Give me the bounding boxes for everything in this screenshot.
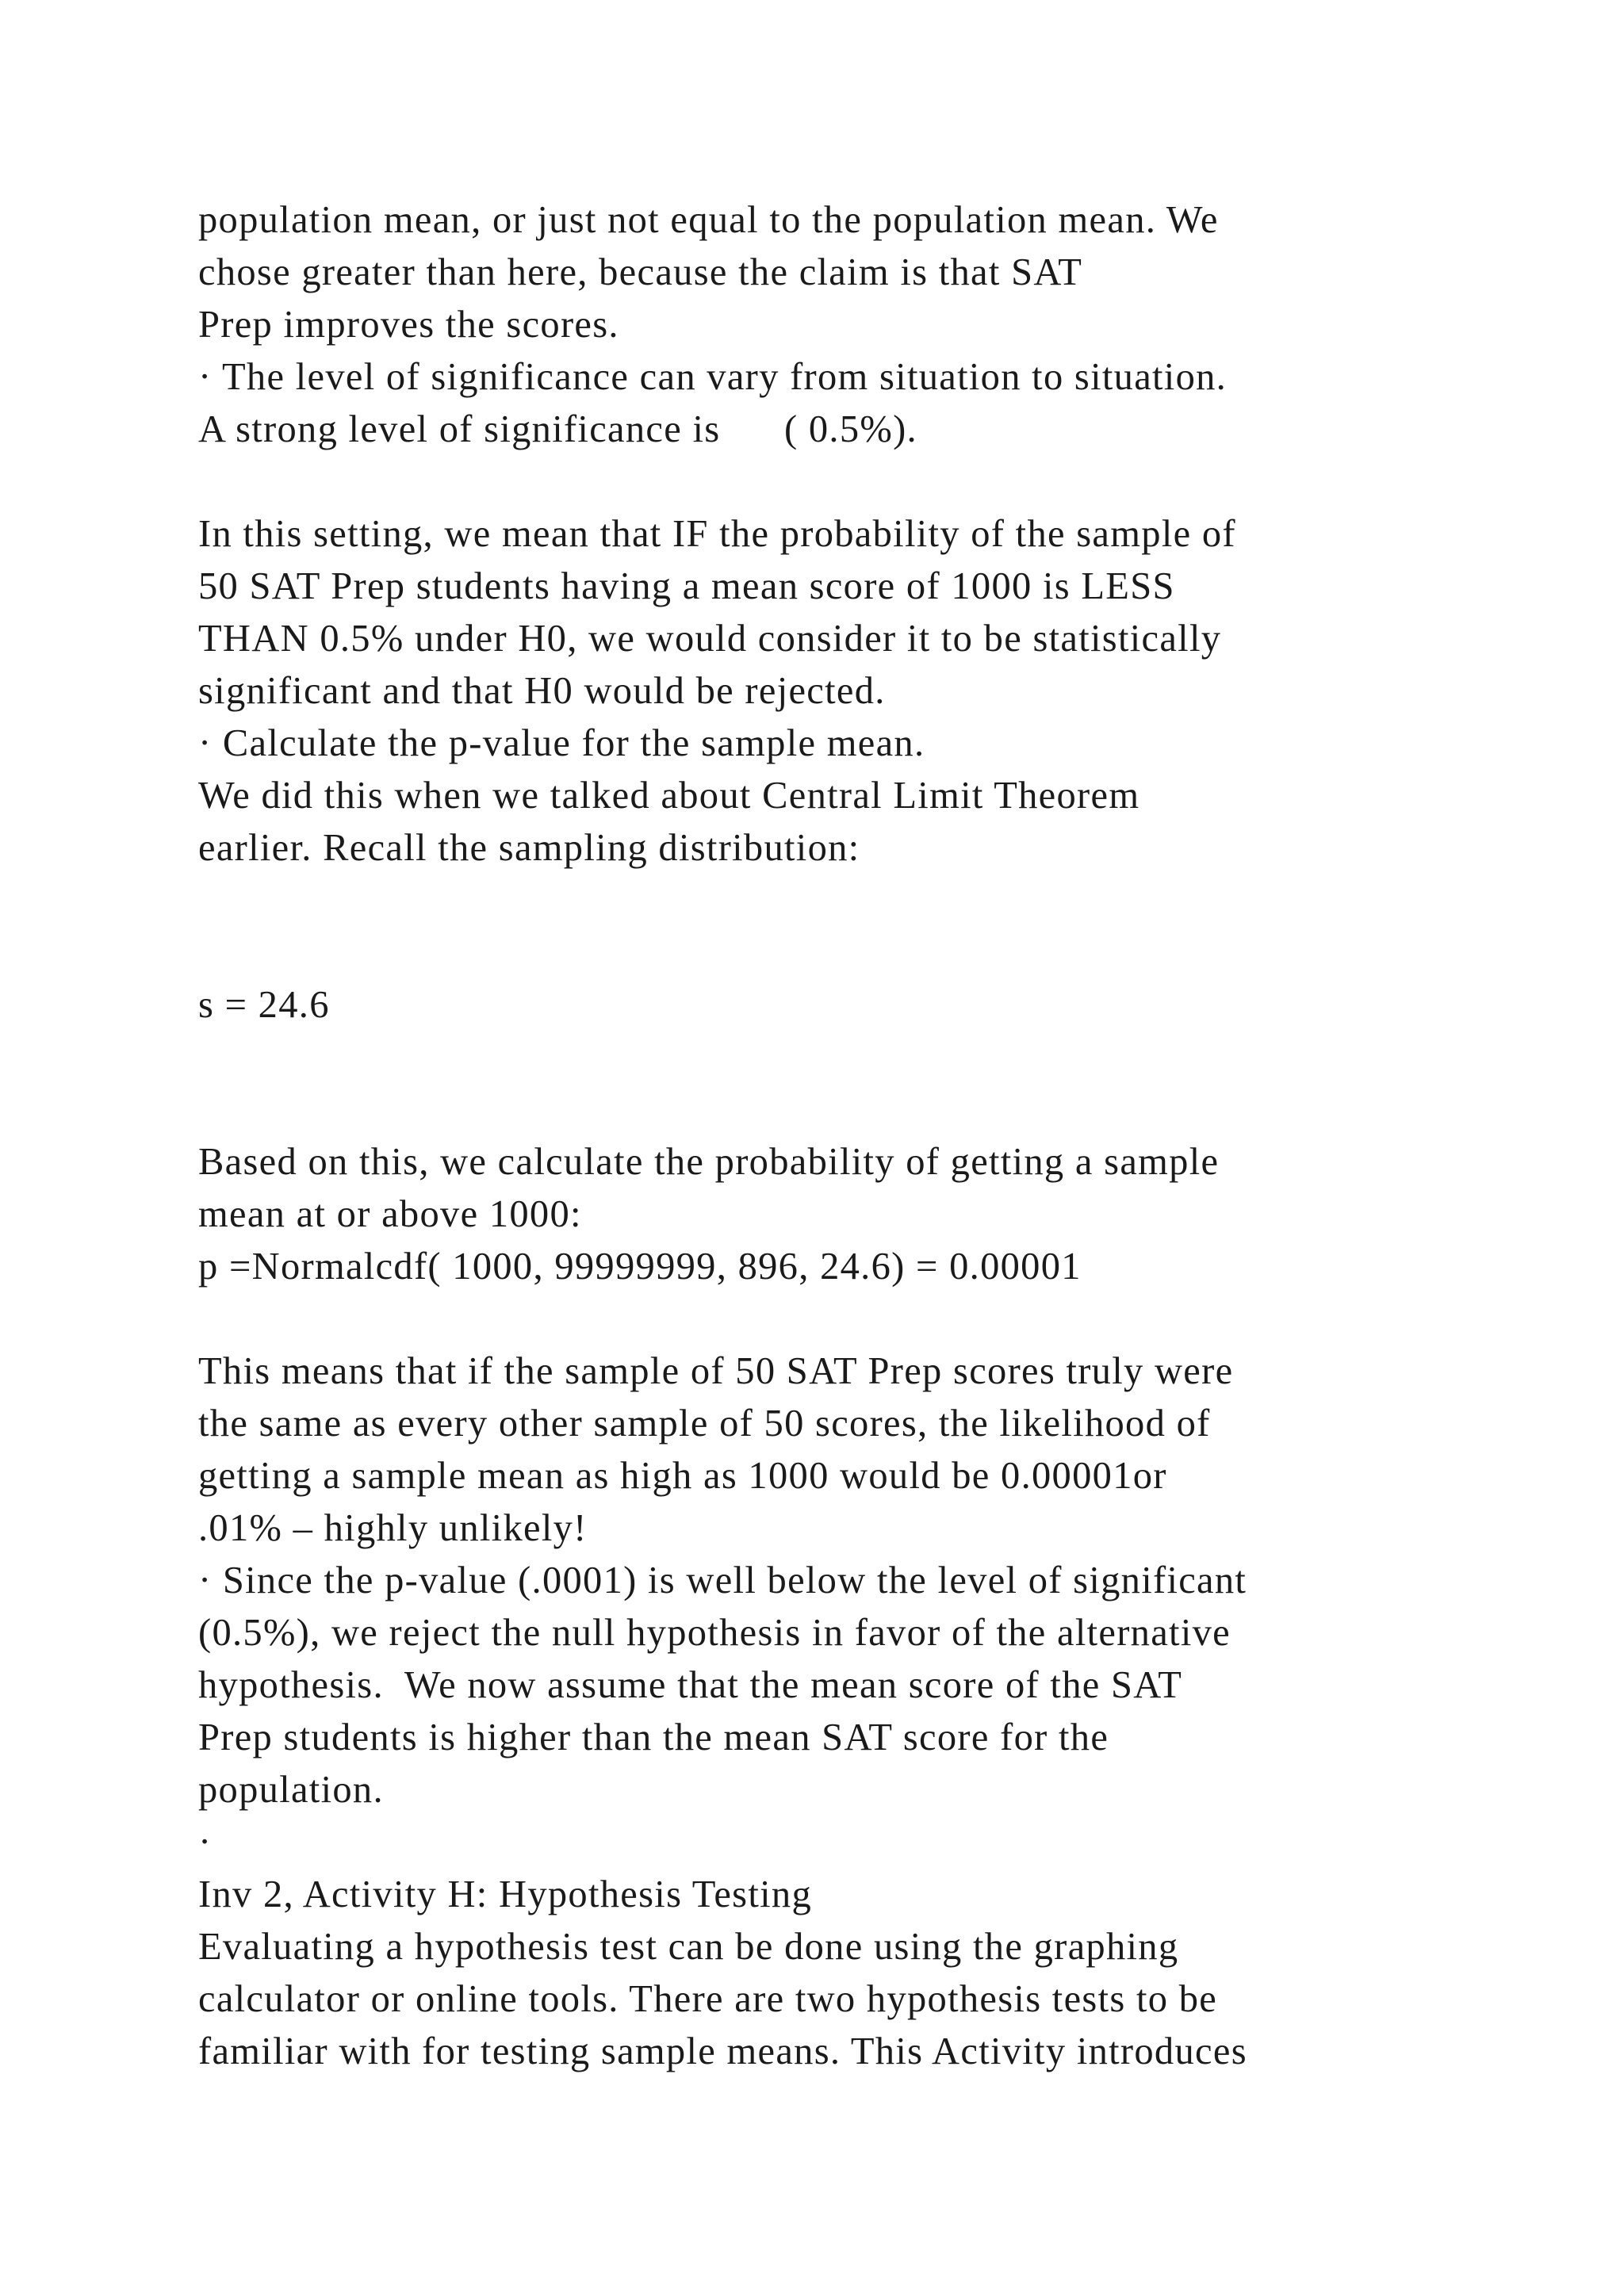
text-line: earlier. Recall the sampling distribution: <box>198 827 860 869</box>
text-line: p =Normalcdf( 1000, 99999999, 896, 24.6) = 0.00001 <box>198 1246 1082 1288</box>
text-line: calculator or online tools. There are two hypothesis tests to be <box>198 1978 1218 2020</box>
text-line: population. <box>198 1769 384 1811</box>
text-line: population mean, or just not equal to the population mean. We <box>198 199 1219 241</box>
text-line: the same as every other sample of 50 scores, the likelihood of <box>198 1402 1211 1445</box>
text-line: getting a sample mean as high as 1000 would be 0.00001or <box>198 1455 1167 1497</box>
text-line: · Since the p-value (.0001) is well below the level of significant <box>198 1559 1247 1601</box>
text-line: (0.5%), we reject the null hypothesis in favor of the alternative <box>198 1612 1231 1654</box>
text-line: In this setting, we mean that IF the probability of the sample of <box>198 513 1236 555</box>
text-line: Based on this, we calculate the probability of getting a sample <box>198 1141 1220 1183</box>
text-line: · <box>198 1821 213 1863</box>
text-line: Prep students is higher than the mean SAT score for the <box>198 1716 1109 1758</box>
text-line: Prep improves the scores. <box>198 304 619 346</box>
text-line: chose greater than here, because the claim is that SAT <box>198 251 1083 293</box>
text-line: We did this when we talked about Central Limit Theorem <box>198 775 1140 817</box>
text-line: This means that if the sample of 50 SAT Prep scores truly were <box>198 1350 1234 1392</box>
text-line: · The level of significance can vary from situation to situation. <box>198 356 1228 398</box>
text-line: THAN 0.5% under H0, we would consider it to be statistically <box>198 618 1222 660</box>
text-line: .01% – highly unlikely! <box>198 1507 588 1549</box>
text-line: · Calculate the p-value for the sample mean. <box>198 722 925 764</box>
text-line: A strong level of significance is ( 0.5%). <box>198 408 917 450</box>
text-line: significant and that H0 would be rejected. <box>198 670 886 712</box>
text-line: hypothesis. We now assume that the mean score of the SAT <box>198 1664 1183 1706</box>
text-line: 50 SAT Prep students having a mean score of 1000 is LESS <box>198 565 1175 607</box>
text-line: Evaluating a hypothesis test can be done using the graphing <box>198 1926 1179 1968</box>
text-line: mean at or above 1000: <box>198 1193 582 1235</box>
text-line: s = 24.6 <box>198 984 330 1026</box>
text-line: familiar with for testing sample means. This Activity introduces <box>198 2030 1247 2072</box>
section-heading: Inv 2, Activity H: Hypothesis Testing <box>198 1873 812 1915</box>
